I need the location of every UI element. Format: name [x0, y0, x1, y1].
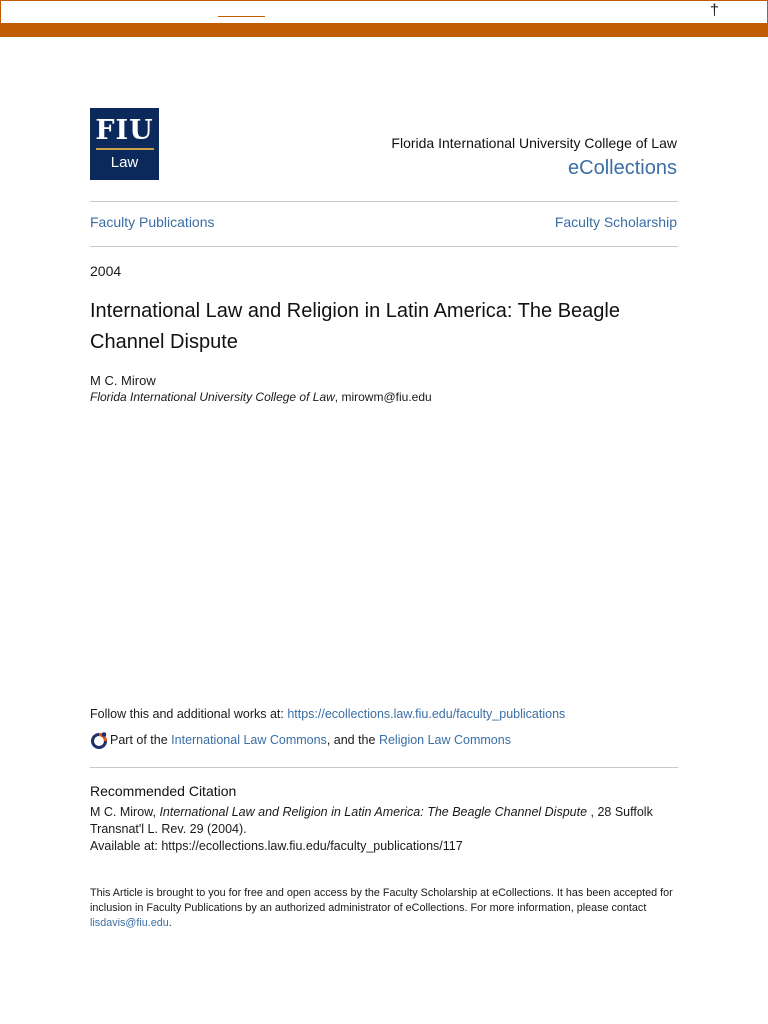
institution-name: Florida International University College of Law	[391, 135, 677, 151]
logo-text: FIU	[95, 115, 154, 146]
orange-band	[0, 23, 768, 37]
publication-year: 2004	[90, 263, 122, 279]
follow-prefix: Follow this and additional works at:	[90, 707, 288, 721]
author-affiliation	[90, 390, 432, 404]
part-of-line	[90, 731, 511, 749]
commons-network-icon[interactable]	[90, 731, 108, 749]
citation-available: Available at: https://ecollections.law.fiu.edu/faculty_publications/117	[90, 839, 463, 853]
notice-end: .	[168, 917, 172, 929]
article-title: International Law and Religion in Latin America: The Beagle Channel Dispute	[90, 300, 620, 353]
religion-law-commons-link[interactable]: Religion Law Commons	[378, 733, 511, 747]
citation-heading: Recommended Citation	[90, 783, 237, 799]
citation-author: M C. Mirow,	[90, 805, 160, 819]
citation-source: , 28 Suffolk Transnat'l L. Rev. 29 (2004).	[90, 805, 653, 836]
follow-line	[90, 707, 565, 721]
faculty-publications-link[interactable]: Faculty Publications	[90, 214, 215, 230]
digital-commons-icon[interactable]: †	[710, 2, 719, 19]
contact-email-link[interactable]: lisdavis@fiu.edu	[90, 917, 169, 929]
divider-nav	[90, 246, 678, 247]
ecollections-link[interactable]: eCollections	[568, 157, 677, 179]
affiliation-name: Florida International University College of Law	[90, 390, 335, 404]
faculty-scholarship-link[interactable]: Faculty Scholarship	[554, 214, 677, 230]
notice-text: This Article is brought to you for free and open access by the Faculty Scholarship at eCollections. It has been accepted for inclusion in Faculty Publications by an authorized administrator of eCollections. For more information, please contact	[90, 887, 673, 914]
international-law-commons-link[interactable]: International Law Commons	[171, 733, 327, 747]
logo-sub: Law	[110, 154, 139, 171]
citation-text	[90, 804, 678, 855]
divider-top	[90, 201, 678, 202]
fiu-law-logo[interactable]	[90, 108, 159, 180]
author-email: , mirowm@fiu.edu	[334, 390, 432, 404]
top-bar	[0, 0, 768, 23]
top-bar-underline	[218, 16, 265, 17]
partof-middle: , and the	[326, 733, 376, 747]
citation-title: International Law and Religion in Latin America: The Beagle Channel Dispute	[159, 805, 588, 819]
follow-url-link[interactable]: https://ecollections.law.fiu.edu/faculty_publications	[287, 707, 566, 721]
partof-prefix: Part of the	[110, 733, 168, 747]
access-notice	[90, 886, 678, 931]
author-name: M C. Mirow	[90, 373, 156, 388]
divider-citation	[90, 767, 678, 768]
logo-divider	[96, 148, 154, 150]
